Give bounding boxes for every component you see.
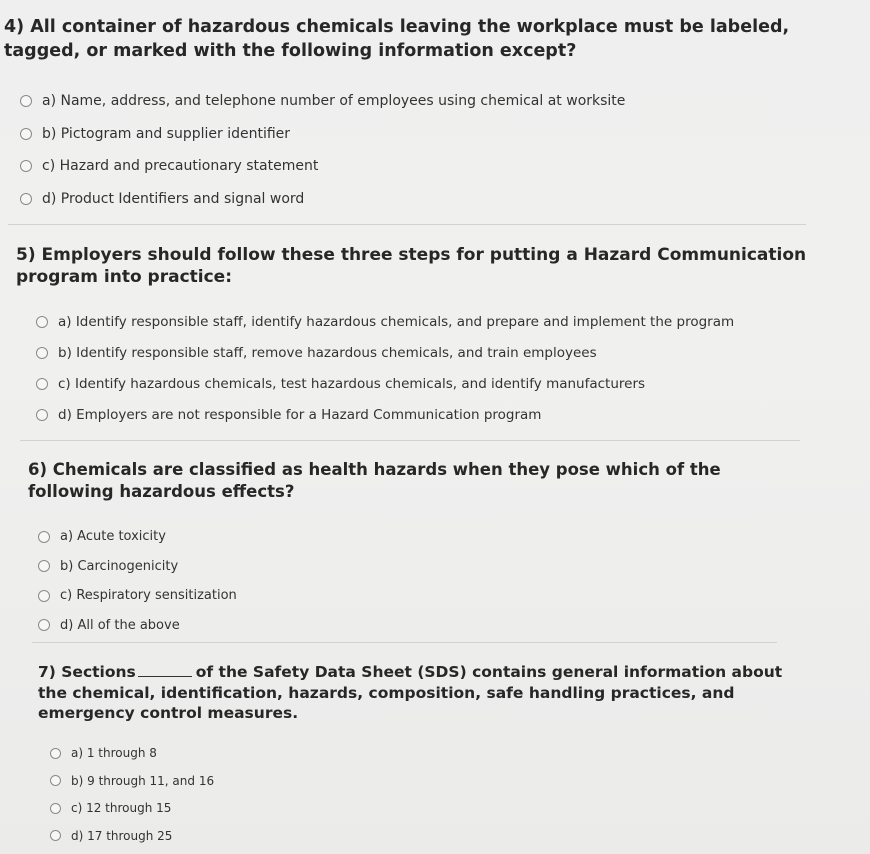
option-label: a) Acute toxicity	[60, 529, 166, 545]
question-6	[28, 459, 808, 640]
option-label: d) All of the above	[60, 617, 180, 633]
option-label: c) Identify hazardous chemicals, test hazardous chemicals, and identify manufacturers	[58, 375, 646, 392]
fill-in-blank	[138, 660, 192, 677]
radio-button[interactable]	[36, 378, 48, 390]
question-5-text: 5) Employers should follow these three steps for putting a Hazard Communication program into practice:	[16, 245, 807, 287]
option-7a[interactable]	[50, 740, 798, 768]
radio-button[interactable]	[50, 748, 61, 759]
option-5d[interactable]	[36, 399, 816, 430]
option-label: a) Name, address, and telephone number of employees using chemical at worksite	[42, 93, 626, 110]
radio-button[interactable]	[20, 128, 32, 140]
divider	[32, 642, 777, 643]
radio-button[interactable]	[38, 590, 50, 602]
option-4a[interactable]	[20, 85, 844, 118]
radio-button[interactable]	[38, 560, 50, 572]
option-label: c) 12 through 15	[71, 801, 172, 816]
option-5c[interactable]	[36, 368, 816, 399]
radio-button[interactable]	[50, 775, 61, 786]
option-5a[interactable]	[36, 306, 816, 337]
radio-button[interactable]	[38, 619, 50, 631]
question-4-text: 4) All container of hazardous chemicals leaving the workplace must be labeled, tagged, or marked with the following information except?	[4, 17, 790, 61]
option-label: b) Carcinogenicity	[60, 558, 179, 574]
option-7b[interactable]	[50, 767, 798, 795]
radio-button[interactable]	[36, 347, 48, 359]
option-6c[interactable]	[38, 581, 808, 611]
question-7-text-end: of the Safety Data Sheet (SDS) contains general information about the chemical, identification, hazards, composition, safe handling practices, and emergency control measures.	[38, 663, 783, 722]
question-4	[4, 15, 844, 215]
question-5	[16, 244, 816, 430]
question-7	[38, 660, 798, 850]
radio-button[interactable]	[20, 160, 32, 172]
radio-button[interactable]	[36, 316, 48, 328]
option-6a[interactable]	[38, 522, 808, 552]
radio-button[interactable]	[50, 830, 61, 841]
option-label: d) 17 through 25	[71, 828, 173, 843]
question-4-options	[20, 85, 844, 215]
option-6b[interactable]	[38, 552, 808, 582]
divider	[20, 440, 800, 441]
option-6d[interactable]	[38, 611, 808, 641]
question-7-text-start: 7) Sections	[38, 663, 136, 681]
option-7c[interactable]	[50, 795, 798, 823]
option-label: b) Identify responsible staff, remove hazardous chemicals, and train employees	[58, 344, 597, 361]
radio-button[interactable]	[38, 531, 50, 543]
option-4d[interactable]	[20, 183, 844, 216]
option-label: d) Product Identifiers and signal word	[42, 190, 305, 207]
radio-button[interactable]	[36, 409, 48, 421]
option-label: d) Employers are not responsible for a Hazard Communication program	[58, 406, 542, 423]
option-label: c) Hazard and precautionary statement	[42, 158, 319, 175]
option-4b[interactable]	[20, 118, 844, 151]
radio-button[interactable]	[50, 803, 61, 814]
option-4c[interactable]	[20, 150, 844, 183]
option-label: a) Identify responsible staff, identify hazardous chemicals, and prepare and implement the program	[58, 313, 735, 330]
question-6-options	[38, 522, 808, 640]
option-7d[interactable]	[50, 822, 798, 850]
option-label: b) Pictogram and supplier identifier	[42, 125, 291, 142]
option-5b[interactable]	[36, 337, 816, 368]
radio-button[interactable]	[20, 193, 32, 205]
question-7-text	[38, 660, 798, 724]
question-7-options	[50, 740, 798, 850]
option-label: c) Respiratory sensitization	[60, 588, 237, 604]
question-6-text: 6) Chemicals are classified as health hazards when they pose which of the following hazardous effects?	[28, 460, 721, 501]
question-5-options	[36, 306, 816, 430]
divider	[8, 224, 806, 225]
option-label: a) 1 through 8	[71, 746, 157, 761]
radio-button[interactable]	[20, 95, 32, 107]
option-label: b) 9 through 11, and 16	[71, 773, 215, 788]
